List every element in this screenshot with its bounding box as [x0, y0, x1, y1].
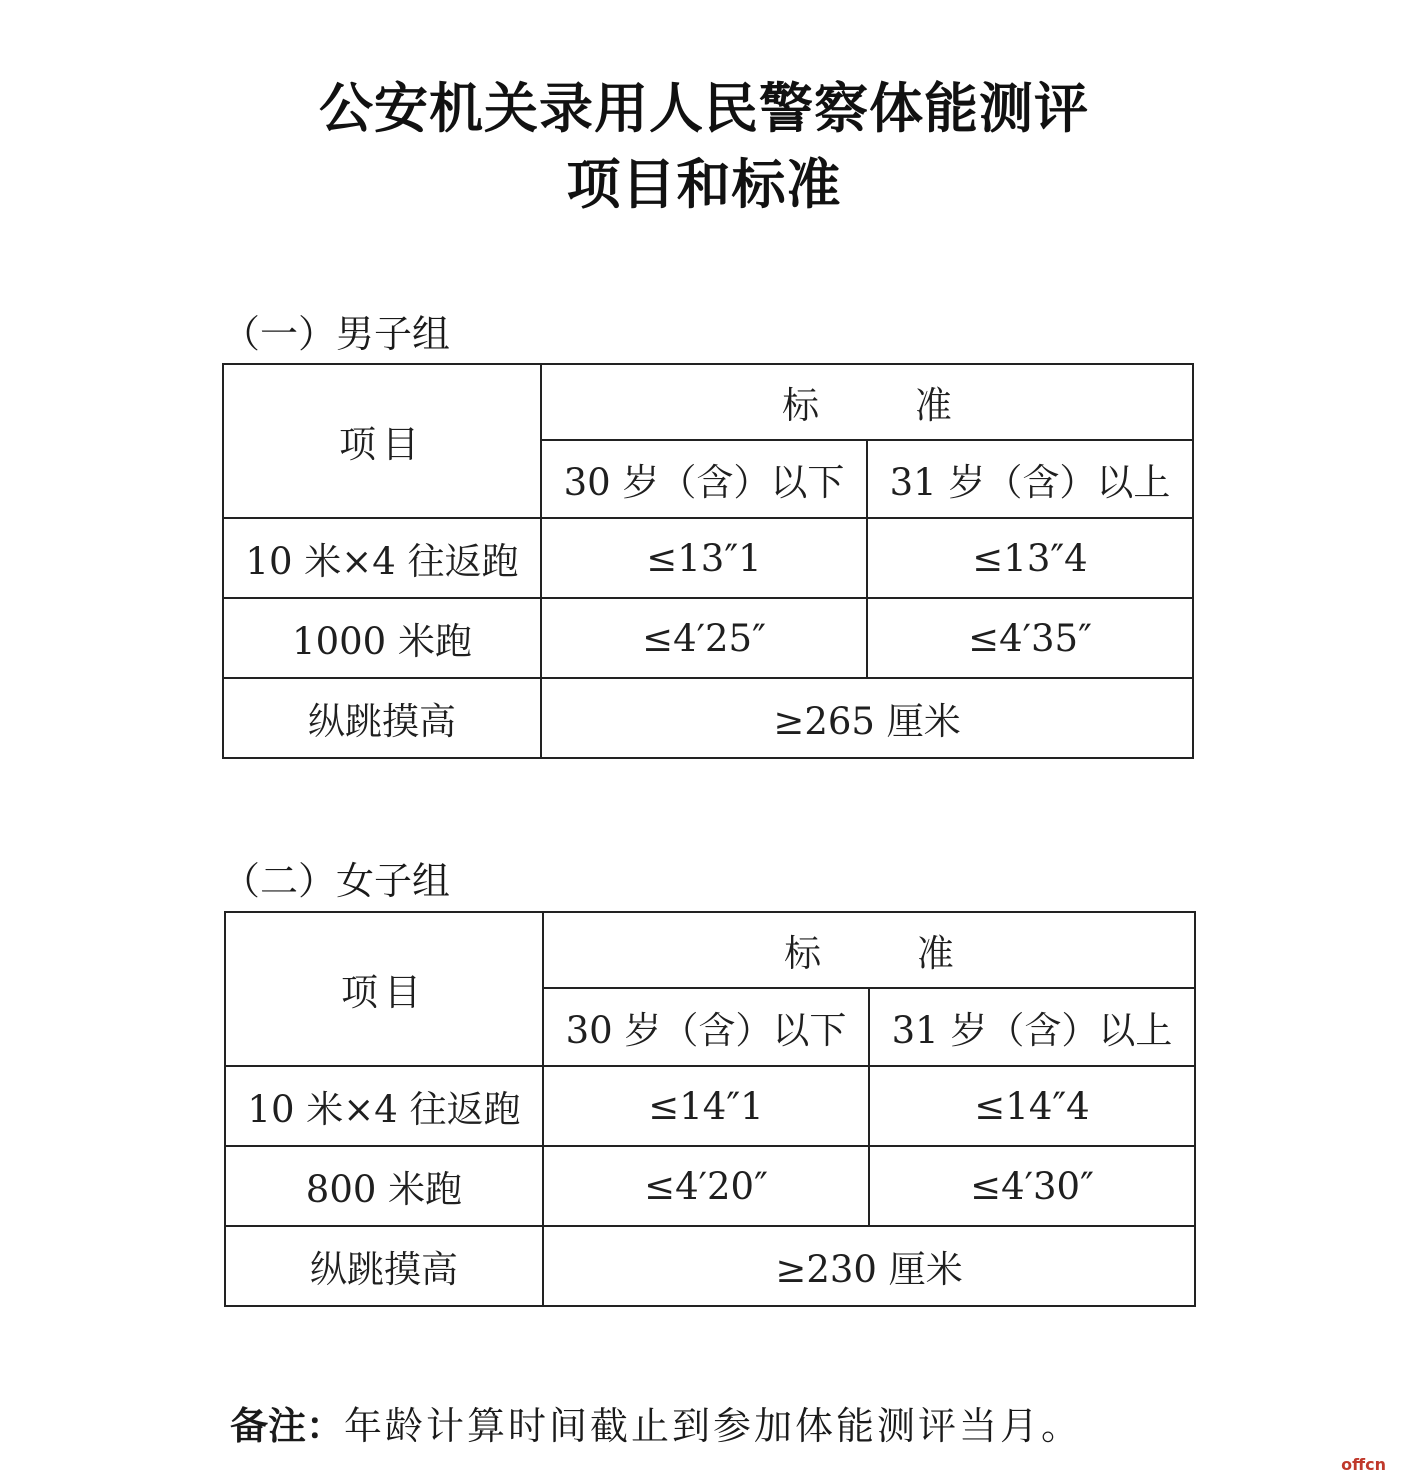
header-item: 项目 — [225, 912, 543, 1066]
item-distance-run: 1000 米跑 — [223, 598, 541, 678]
table-row — [223, 598, 1193, 678]
watermark: offcn — [1341, 1455, 1386, 1474]
header-age-over-31: 31 岁（含）以上 — [867, 440, 1193, 518]
footnote-label: 备注： — [230, 1404, 345, 1448]
header-age-under-30: 30 岁（含）以下 — [543, 988, 869, 1066]
women-standards-table — [224, 911, 1196, 1307]
value-under-30: ≤14″1 — [543, 1066, 869, 1146]
header-standard: 标 准 — [541, 364, 1193, 440]
header-item: 项目 — [223, 364, 541, 518]
page-title: 公安机关录用人民警察体能测评 — [319, 77, 1089, 140]
value-over-31: ≤14″4 — [869, 1066, 1195, 1146]
table-row — [223, 678, 1193, 758]
value-vertical-jump: ≥265 厘米 — [541, 678, 1193, 758]
item-vertical-jump: 纵跳摸高 — [225, 1226, 543, 1306]
item-shuttle-run: 10 米×4 往返跑 — [225, 1066, 543, 1146]
table-row — [225, 1146, 1195, 1226]
header-age-over-31: 31 岁（含）以上 — [869, 988, 1195, 1066]
value-vertical-jump: ≥230 厘米 — [543, 1226, 1195, 1306]
value-over-31: ≤13″4 — [867, 518, 1193, 598]
table-row — [225, 1226, 1195, 1306]
men-standards-table — [222, 363, 1194, 759]
item-shuttle-run: 10 米×4 往返跑 — [223, 518, 541, 598]
value-under-30: ≤13″1 — [541, 518, 867, 598]
table-header-row — [223, 364, 1193, 440]
value-under-30: ≤4′20″ — [543, 1146, 869, 1226]
section-heading-men: （一）男子组 — [222, 312, 451, 356]
value-over-31: ≤4′35″ — [867, 598, 1193, 678]
item-vertical-jump: 纵跳摸高 — [223, 678, 541, 758]
section-heading-women: （二）女子组 — [222, 859, 451, 903]
header-age-under-30: 30 岁（含）以下 — [541, 440, 867, 518]
table-header-row — [225, 912, 1195, 988]
item-distance-run: 800 米跑 — [225, 1146, 543, 1226]
footnote-text: 年龄计算时间截止到参加体能测评当月。 — [344, 1404, 1083, 1448]
header-standard: 标 准 — [543, 912, 1195, 988]
page-subtitle: 项目和标准 — [566, 153, 842, 216]
table-row — [223, 518, 1193, 598]
value-under-30: ≤4′25″ — [541, 598, 867, 678]
footnote — [230, 1395, 1082, 1450]
table-row — [225, 1066, 1195, 1146]
value-over-31: ≤4′30″ — [869, 1146, 1195, 1226]
